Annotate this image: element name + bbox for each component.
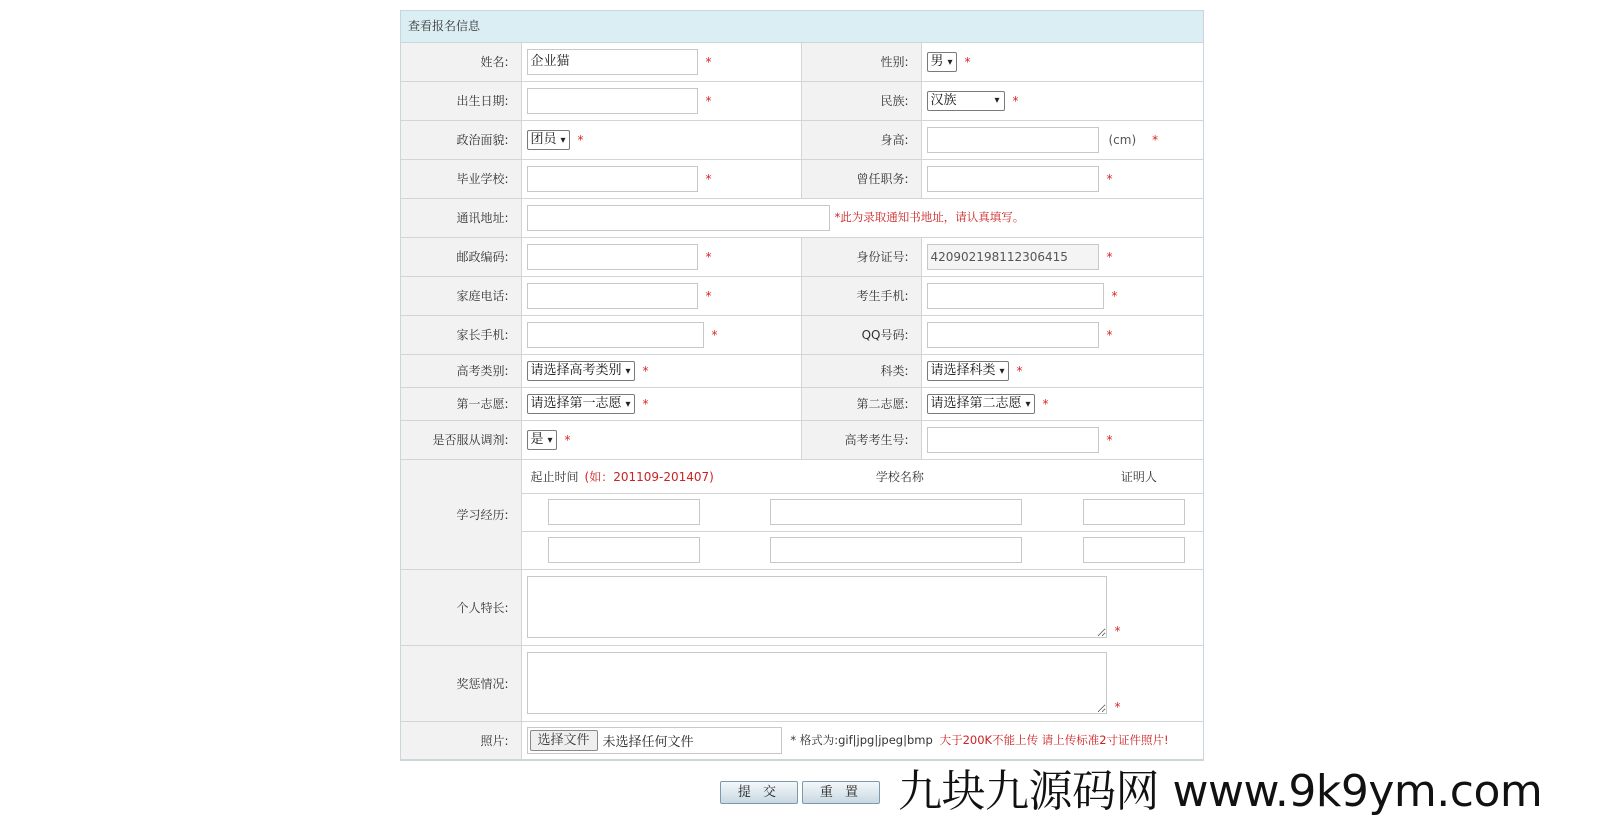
idcard-input[interactable]: 420902198112306415 — [927, 244, 1099, 270]
politics-select[interactable]: 团员 ▾ — [527, 130, 570, 150]
education-label: 学习经历: — [401, 459, 521, 569]
col-school: 学校名称 — [875, 469, 924, 484]
ethnicity-label: 民族: — [801, 81, 921, 120]
politics-label: 政治面貌: — [401, 120, 521, 159]
education-header — [522, 460, 1204, 494]
education-row — [522, 494, 1204, 532]
height-label: 身高: — [801, 120, 921, 159]
chevron-down-icon: ▾ — [625, 365, 631, 377]
qq-input[interactable] — [927, 322, 1099, 348]
row-specialty: 个人特长: * — [401, 569, 1203, 645]
school-name-input[interactable] — [770, 499, 1022, 525]
row-politics-height: 政治面貌: 团员 ▾ * 身高: (cm) * — [401, 120, 1203, 159]
watermark: 九块九源码网 www.9k9ym.com — [898, 766, 1543, 817]
parentphone-input[interactable] — [527, 322, 704, 348]
gender-label: 性别: — [801, 43, 921, 81]
row-school-position: 毕业学校: * 曾任职务: * — [401, 159, 1203, 198]
examtype-label: 高考类别: — [401, 354, 521, 387]
photo-label: 照片: — [401, 721, 521, 759]
ethnicity-select[interactable]: 汉族 ▾ — [927, 91, 1005, 111]
chevron-down-icon: ▾ — [547, 434, 553, 446]
witness-input[interactable] — [1083, 537, 1185, 563]
row-parentphone-qq: 家长手机: * QQ号码: * — [401, 315, 1203, 354]
examtype-select[interactable]: 请选择高考类别 ▾ — [527, 361, 635, 381]
registration-form — [401, 43, 1203, 760]
row-homephone-mobile: 家庭电话: * 考生手机: * — [401, 276, 1203, 315]
photo-format-note: * 格式为:gif|jpg|jpeg|bmp — [790, 732, 933, 747]
choose-file-button[interactable]: 选择文件 — [530, 730, 598, 751]
submit-button[interactable]: 提 交 — [720, 781, 798, 804]
registration-panel — [400, 10, 1204, 761]
mobile-label: 考生手机: — [801, 276, 921, 315]
chevron-down-icon: ▾ — [625, 398, 631, 410]
required-mark: * — [705, 54, 712, 69]
birth-input[interactable] — [527, 88, 698, 114]
col-period: 起止时间 — [530, 469, 579, 484]
row-examtype-subject: 高考类别: 请选择高考类别 ▾ * 科类: 请选择科类 ▾ * — [401, 354, 1203, 387]
school-name-input[interactable] — [770, 537, 1022, 563]
chevron-down-icon: ▾ — [1025, 398, 1031, 410]
height-unit: (cm) — [1108, 132, 1137, 147]
choice1-label: 第一志愿: — [401, 387, 521, 420]
postcode-label: 邮政编码: — [401, 237, 521, 276]
name-label: 姓名: — [401, 43, 521, 81]
examno-input[interactable] — [927, 427, 1099, 453]
school-input[interactable] — [527, 166, 698, 192]
mobile-input[interactable] — [927, 283, 1104, 309]
subject-select[interactable]: 请选择科类 ▾ — [927, 361, 1009, 381]
adjust-select[interactable]: 是 ▾ — [527, 430, 557, 450]
name-input[interactable]: 企业猫 — [527, 49, 698, 75]
panel-title: 查看报名信息 — [401, 11, 1203, 43]
adjust-label: 是否服从调剂: — [401, 420, 521, 459]
reset-button[interactable]: 重 置 — [802, 781, 880, 804]
chevron-down-icon: ▾ — [999, 365, 1005, 377]
choice1-select[interactable]: 请选择第一志愿 ▾ — [527, 394, 635, 414]
choice2-label: 第二志愿: — [801, 387, 921, 420]
row-choices: 第一志愿: 请选择第一志愿 ▾ * 第二志愿: 请选择第二志愿 ▾ * — [401, 387, 1203, 420]
postcode-input[interactable] — [527, 244, 698, 270]
parentphone-label: 家长手机: — [401, 315, 521, 354]
row-postcode-idcard: 邮政编码: * 身份证号: 420902198112306415 * — [401, 237, 1203, 276]
subject-label: 科类: — [801, 354, 921, 387]
homephone-label: 家庭电话: — [401, 276, 521, 315]
photo-size-note: 大于200K不能上传 请上传标准2寸证件照片! — [939, 732, 1169, 747]
education-table — [521, 459, 1203, 569]
period-input[interactable] — [548, 499, 700, 525]
chevron-down-icon: ▾ — [994, 94, 1000, 106]
specialty-label: 个人特长: — [401, 569, 521, 645]
specialty-textarea[interactable] — [527, 576, 1107, 638]
row-education — [401, 459, 1203, 569]
form-buttons — [720, 781, 880, 804]
chevron-down-icon: ▾ — [947, 56, 953, 68]
row-photo — [401, 721, 1203, 759]
address-input[interactable] — [527, 205, 830, 231]
row-adjust-examno: 是否服从调剂: 是 ▾ * 高考考生号: * — [401, 420, 1203, 459]
address-label: 通讯地址: — [401, 198, 521, 237]
row-address — [401, 198, 1203, 237]
homephone-input[interactable] — [527, 283, 698, 309]
row-awards: 奖惩情况: * — [401, 645, 1203, 721]
address-note: *此为录取通知书地址，请认真填写。 — [834, 210, 1025, 224]
position-input[interactable] — [927, 166, 1099, 192]
col-period-hint: (如：201109-201407) — [584, 469, 714, 484]
witness-input[interactable] — [1083, 499, 1185, 525]
position-label: 曾任职务: — [801, 159, 921, 198]
gender-select[interactable]: 男 ▾ — [927, 52, 957, 72]
height-input[interactable] — [927, 127, 1099, 153]
birth-label: 出生日期: — [401, 81, 521, 120]
period-input[interactable] — [548, 537, 700, 563]
chevron-down-icon: ▾ — [560, 134, 566, 146]
file-status: 未选择任何文件 — [602, 734, 694, 750]
idcard-label: 身份证号: — [801, 237, 921, 276]
row-birth-ethnicity: 出生日期: * 民族: 汉族 ▾ * — [401, 81, 1203, 120]
school-label: 毕业学校: — [401, 159, 521, 198]
awards-textarea[interactable] — [527, 652, 1107, 714]
col-witness: 证明人 — [1120, 469, 1157, 484]
choice2-select[interactable]: 请选择第二志愿 ▾ — [927, 394, 1035, 414]
qq-label: QQ号码: — [801, 315, 921, 354]
photo-file-input[interactable] — [527, 727, 782, 754]
row-name-gender: 姓名: 企业猫 * 性别: 男 ▾ * — [401, 43, 1203, 81]
examno-label: 高考考生号: — [801, 420, 921, 459]
education-row — [522, 532, 1204, 569]
awards-label: 奖惩情况: — [401, 645, 521, 721]
